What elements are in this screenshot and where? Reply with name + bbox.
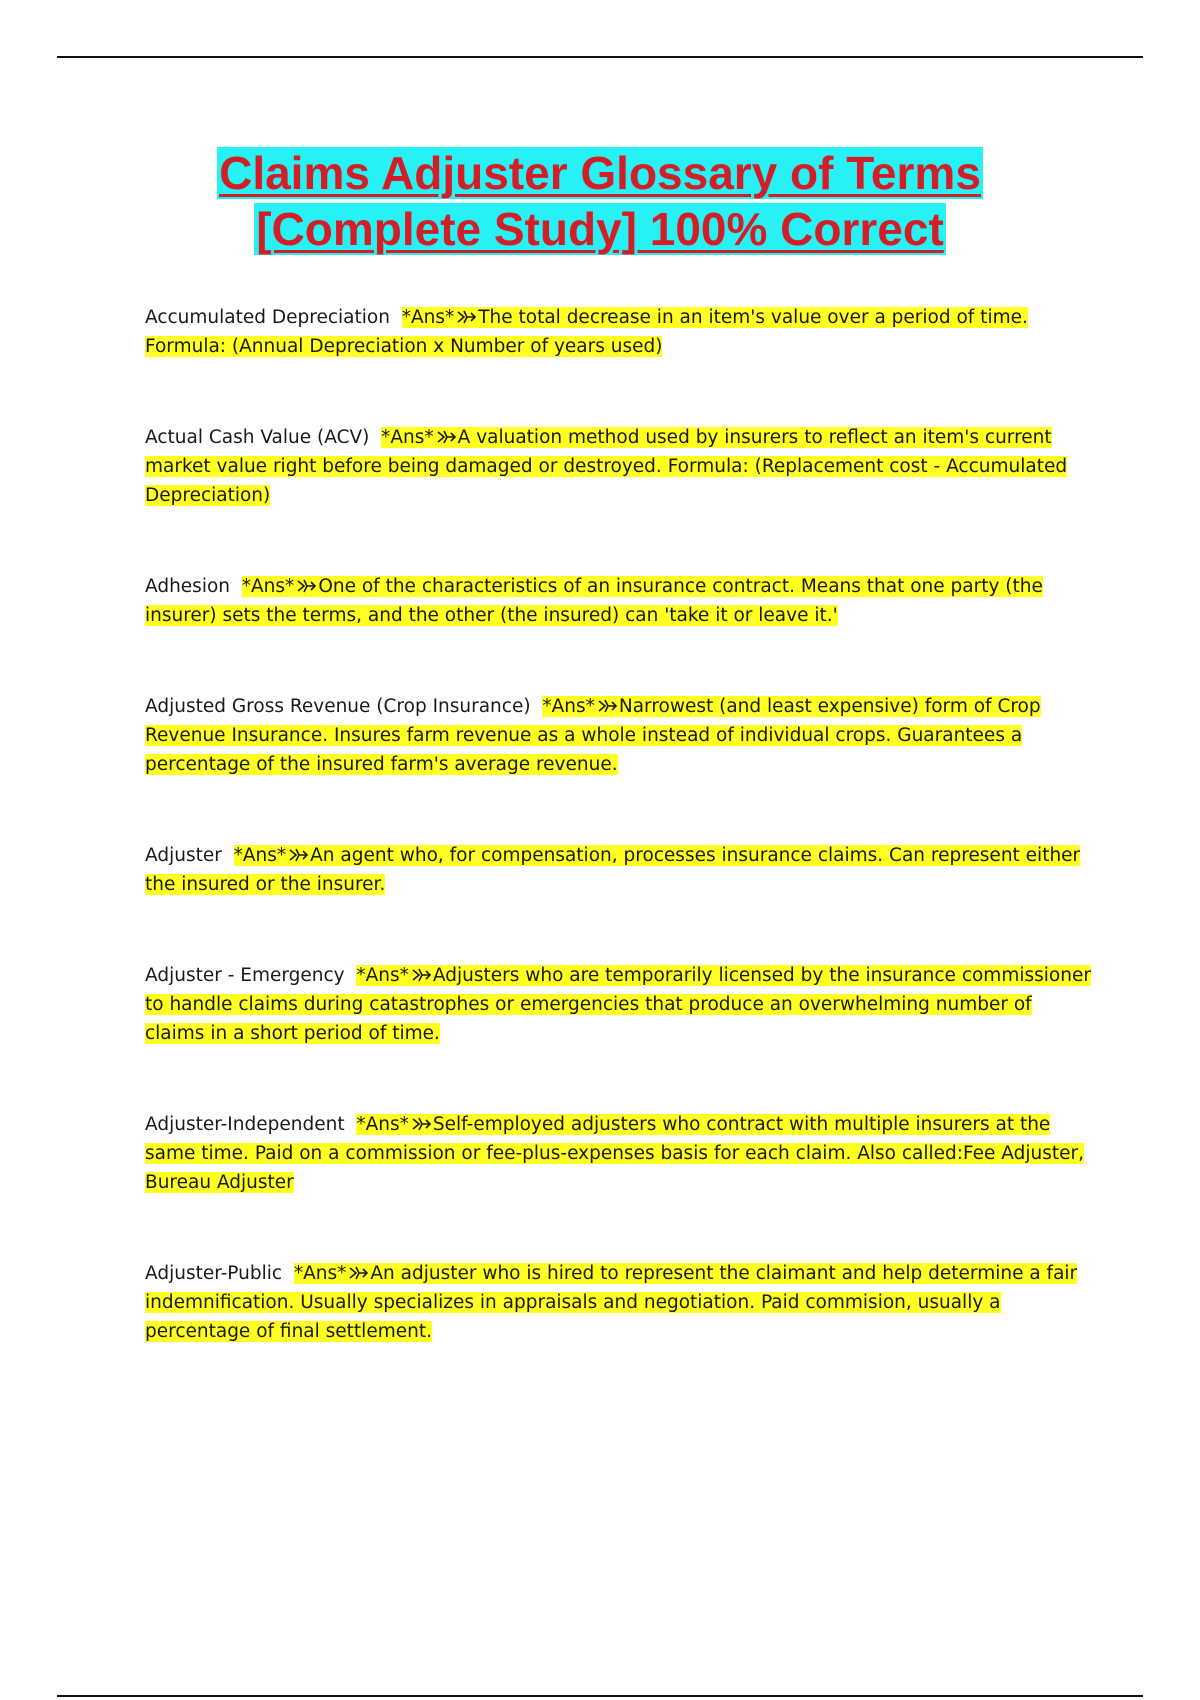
glossary-entry [145,423,1095,510]
answer-marker: *Ans* [542,696,595,717]
header-rule [57,56,1143,58]
entry-term: Adhesion [145,576,231,597]
answer-marker: *Ans* [401,307,455,328]
answer-marker: *Ans* [233,845,287,866]
answer-arrow-icon [347,1264,369,1282]
glossary-entry [145,1259,1095,1346]
entry-term: Accumulated Depreciation [145,307,390,328]
answer-marker: *Ans* [293,1263,347,1284]
glossary-entry [145,303,1095,361]
answer-arrow-icon [410,966,432,984]
entry-definition: An agent who, for compensation, processes insurance claims. Can represent either the insured or the insurer. [145,845,1081,895]
answer-marker: *Ans* [356,1114,409,1135]
glossary-entry [145,961,1095,1048]
entry-answer [145,576,1043,626]
entry-term: Adjusted Gross Revenue (Crop Insurance) [145,696,531,717]
entry-definition: One of the characteristics of an insurance contract. Means that one party (the insurer) sets the terms, and the other (the insured) can 'take it or leave it.' [145,576,1043,626]
glossary-list [145,303,1095,1346]
entry-definition: A valuation method used by insurers to reflect an item's current market value right before being damaged or destroyed. Formula: (Replacement cost - Accumulated Depreciation) [145,427,1068,506]
answer-arrow-icon [435,428,457,446]
title-line-1: Claims Adjuster Glossary of Terms [219,147,981,199]
entry-term: Adjuster-Public [145,1263,283,1284]
entry-term: Actual Cash Value (ACV) [145,427,370,448]
entry-definition: Self-employed adjusters who contract with multiple insurers at the same time. Paid on a commission or fee-plus-expenses basis for each claim. Also called:Fee Adjuster, Bureau Adjuster [145,1114,1084,1193]
title-line-2: [Complete Study] 100% Correct [256,203,944,255]
answer-arrow-icon [596,697,618,715]
answer-marker: *Ans* [241,576,295,597]
entry-definition: The total decrease in an item's value over a period of time. Formula: (Annual Depreciation x Number of years used) [145,307,1028,357]
entry-term: Adjuster [145,845,222,866]
glossary-entry [145,841,1095,899]
entry-definition: An adjuster who is hired to represent the claimant and help determine a fair indemnification. Usually specializes in appraisals and negotiation. Paid commision, usually a percentage of final settlement. [145,1263,1078,1342]
entry-definition: Adjusters who are temporarily licensed by the insurance commissioner to handle claims during catastrophes or emergencies that produce an overwhelming number of claims in a short period of time. [145,965,1091,1044]
entry-term: Adjuster-Independent [145,1114,345,1135]
entry-definition: Narrowest (and least expensive) form of Crop Revenue Insurance. Insures farm revenue as a whole instead of individual crops. Guarantees a percentage of the insured farm's average revenue. [145,696,1041,775]
footer-rule [57,1695,1143,1697]
glossary-entry [145,1110,1095,1197]
answer-arrow-icon [455,308,477,326]
answer-arrow-icon [287,846,309,864]
answer-marker: *Ans* [356,965,409,986]
document-title [0,145,1200,257]
entry-answer [145,845,1080,895]
answer-marker: *Ans* [381,427,434,448]
entry-term: Adjuster - Emergency [145,965,345,986]
answer-arrow-icon [295,577,317,595]
glossary-entry [145,692,1095,779]
glossary-entry [145,572,1095,630]
answer-arrow-icon [410,1115,432,1133]
